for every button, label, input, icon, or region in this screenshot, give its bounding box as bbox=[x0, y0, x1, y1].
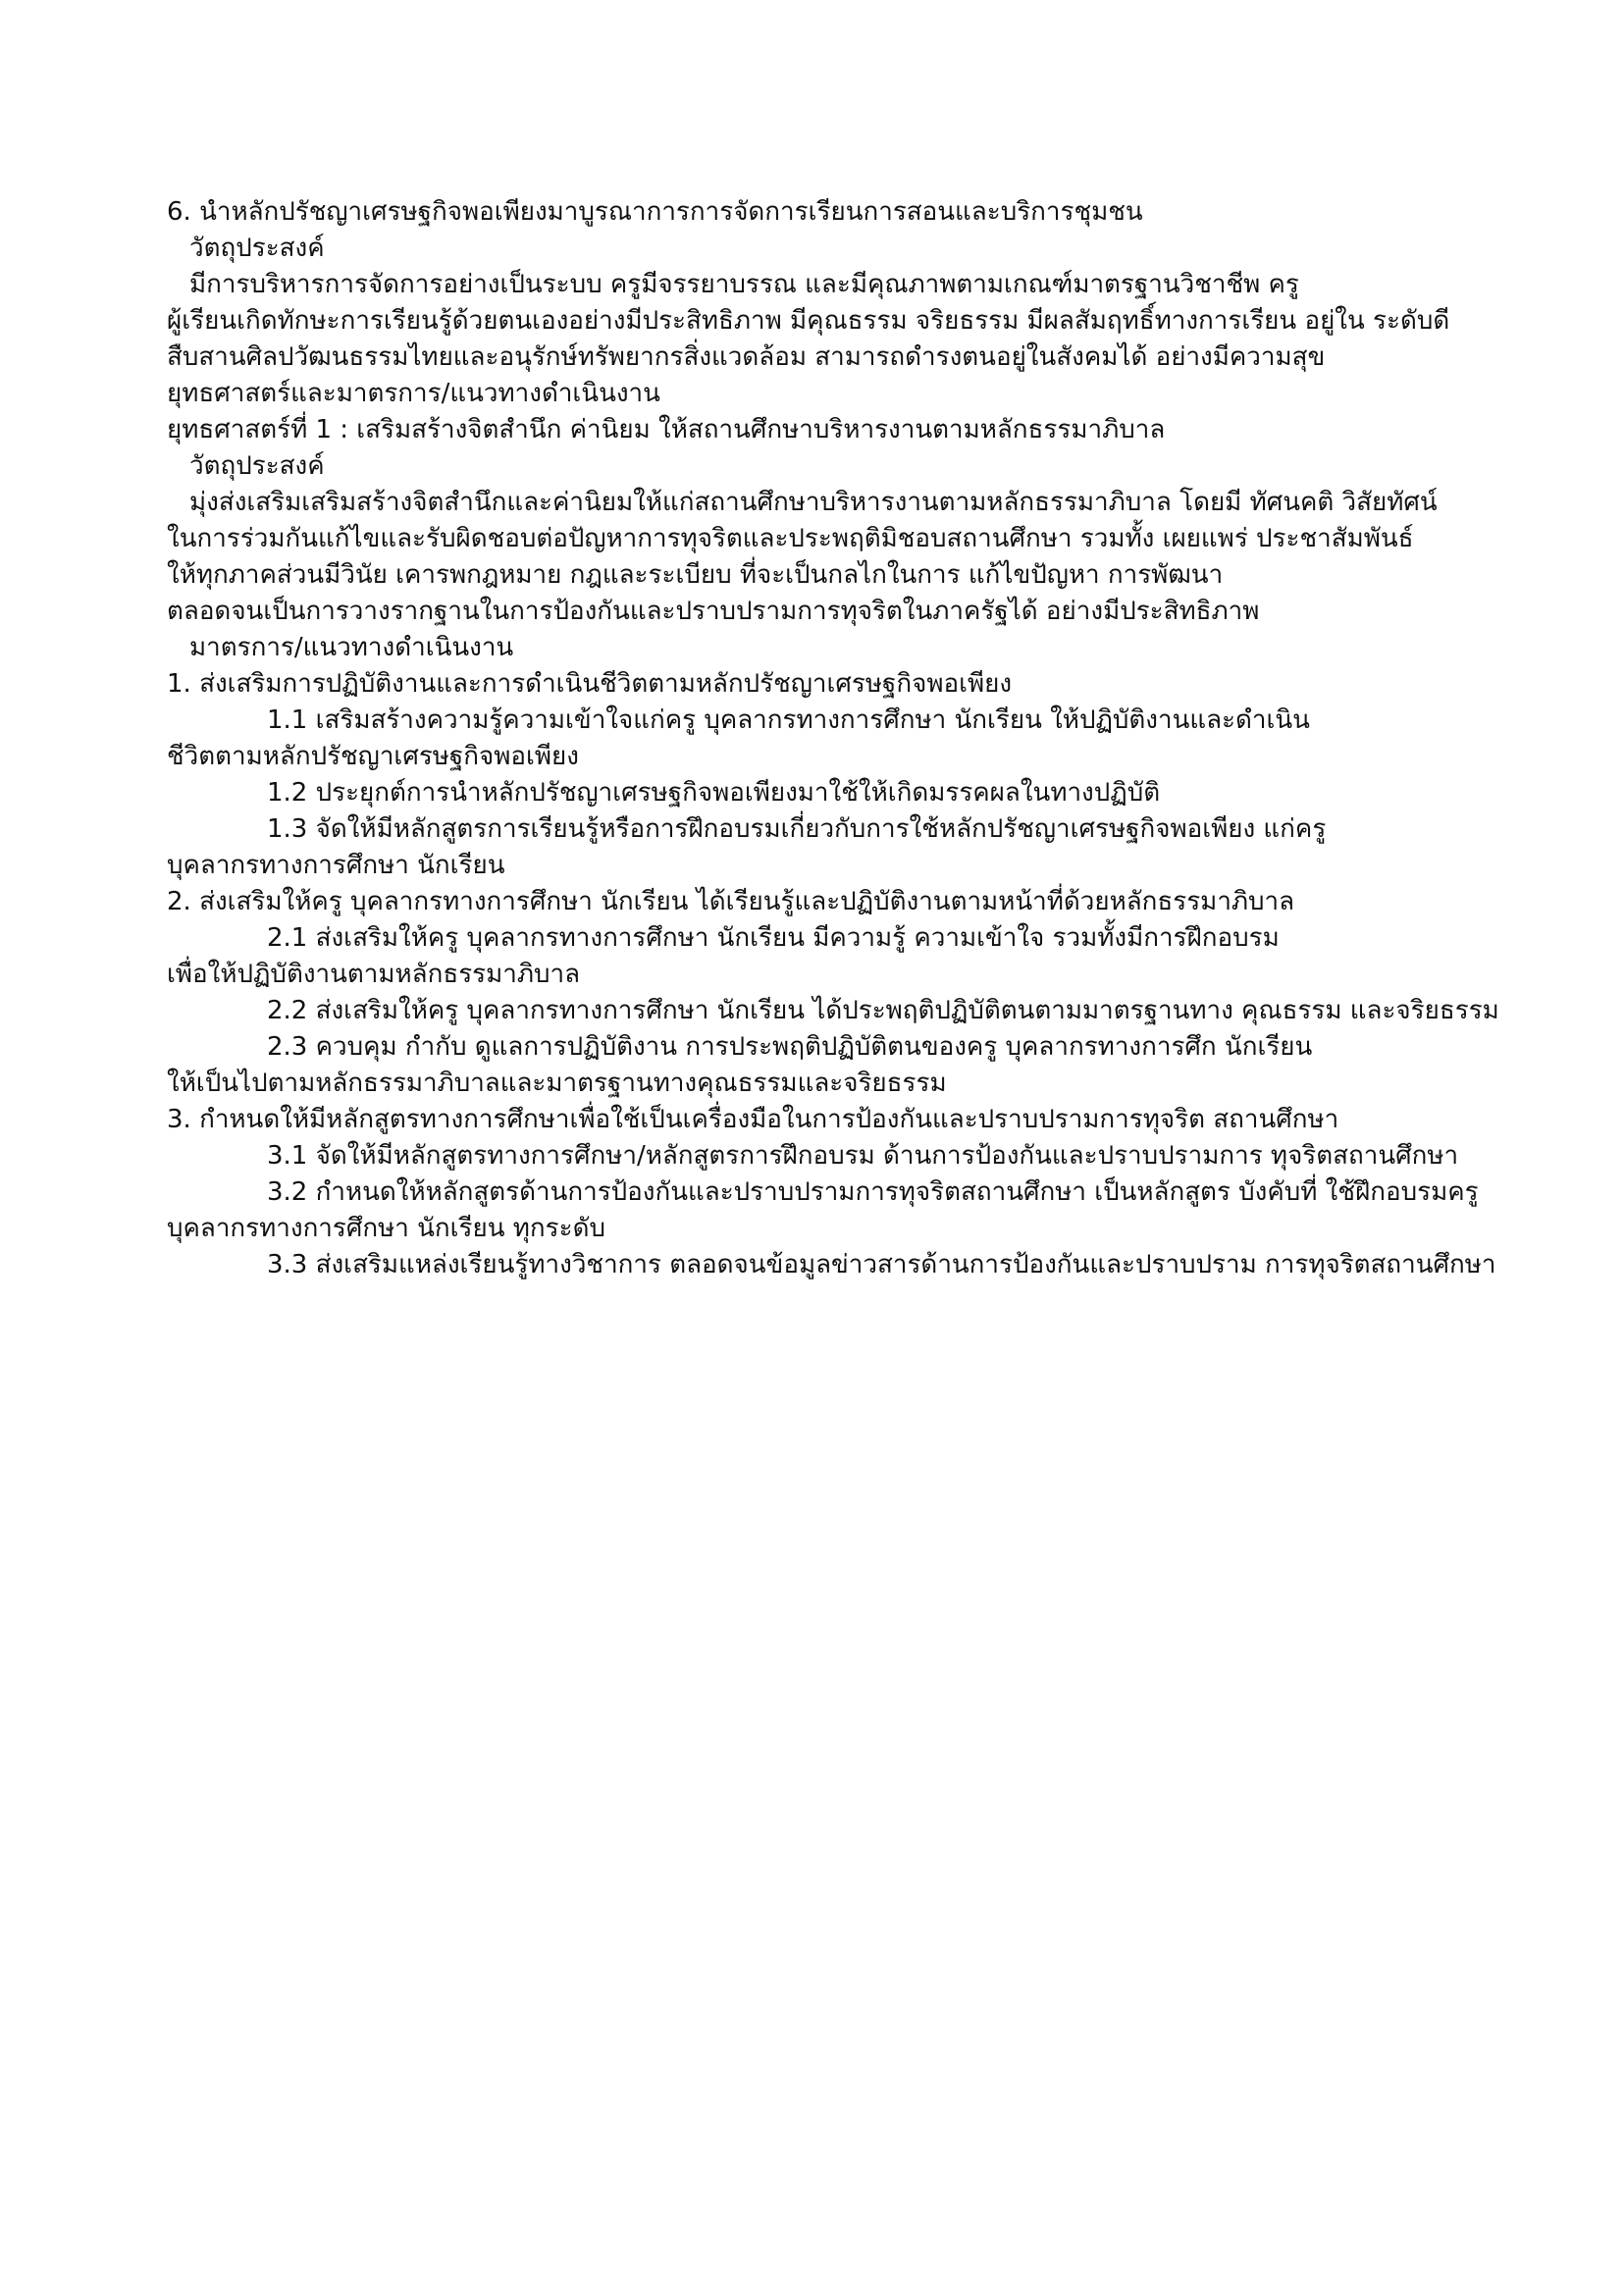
list-item-2-1: 2.1 ส่งเสริมให้ครู บุคลากรทางการศึกษา นักเรียน มีความรู้ ความเข้าใจ รวมทั้งมีการฝึกอบรม bbox=[267, 923, 1280, 953]
paragraph-line: มีการบริหารการจัดการอย่างเป็นระบบ ครูมีจรรยาบรรณ และมีคุณภาพตามเกณฑ์มาตรฐานวิชาชีพ ครู bbox=[189, 270, 1299, 299]
list-item-1-3: 1.3 จัดให้มีหลักสูตรการเรียนรู้หรือการฝึกอบรมเกี่ยวกับการใช้หลักปรัชญาเศรษฐกิจพอเพียง แก่ครู bbox=[267, 814, 1327, 844]
list-item-continuation: ให้เป็นไปตามหลักธรรมาภิบาลและมาตรฐานทางคุณธรรมและจริยธรรม bbox=[167, 1069, 947, 1098]
objective-heading-2: วัตถุประสงค์ bbox=[189, 451, 325, 481]
objective-heading-1: วัตถุประสงค์ bbox=[189, 234, 325, 263]
strategy-measures-heading: ยุทธศาสตร์และมาตรการ/แนวทางดำเนินงาน bbox=[167, 379, 660, 408]
list-item-continuation: ชีวิตตามหลักปรัชญาเศรษฐกิจพอเพียง bbox=[167, 742, 579, 771]
list-item-3: 3. กำหนดให้มีหลักสูตรทางการศึกษาเพื่อใช้เป็นเครื่องมือในการป้องกันและปราบปรามการทุจริต สถานศึกษา bbox=[167, 1105, 1339, 1134]
list-item-2-2: 2.2 ส่งเสริมให้ครู บุคลากรทางการศึกษา นักเรียน ได้ประพฤติปฏิบัติตนตามมาตรฐานทาง คุณธรรม และจริยธรรม bbox=[267, 996, 1499, 1025]
list-item-continuation: บุคลากรทางการศึกษา นักเรียน bbox=[167, 851, 505, 880]
paragraph-line: ให้ทุกภาคส่วนมีวินัย เคารพกฎหมาย กฎและระเบียบ ที่จะเป็นกลไกในการ แก้ไขปัญหา การพัฒนา bbox=[167, 560, 1224, 590]
list-item-2-3: 2.3 ควบคุม กำกับ ดูแลการปฏิบัติงาน การประพฤติปฏิบัติตนของครู บุคลากรทางการศึก นักเรียน bbox=[267, 1032, 1313, 1062]
paragraph-line: ผู้เรียนเกิดทักษะการเรียนรู้ด้วยตนเองอย่างมีประสิทธิภาพ มีคุณธรรม จริยธรรม มีผลสัมฤทธิ์ทางการเรียน อยู่ใน ระดับดี bbox=[167, 306, 1450, 336]
paragraph-line: ในการร่วมกันแก้ไขและรับผิดชอบต่อปัญหาการทุจริตและประพฤติมิชอบสถานศึกษา รวมทั้ง เผยแพร่ ประชาสัมพันธ์ bbox=[167, 524, 1414, 553]
list-item-3-3: 3.3 ส่งเสริมแหล่งเรียนรู้ทางวิชาการ ตลอดจนข้อมูลข่าวสารด้านการป้องกันและปราบปราม การทุจริตสถานศึกษา bbox=[267, 1250, 1496, 1279]
list-item-1: 1. ส่งเสริมการปฏิบัติงานและการดำเนินชีวิตตามหลักปรัชญาเศรษฐกิจพอเพียง bbox=[167, 669, 1013, 699]
list-item-1-2: 1.2 ประยุกต์การนำหลักปรัชญาเศรษฐกิจพอเพียงมาใช้ให้เกิดมรรคผลในทางปฏิบัติ bbox=[267, 778, 1161, 808]
list-item-3-1: 3.1 จัดให้มีหลักสูตรทางการศึกษา/หลักสูตรการฝึกอบรม ด้านการป้องกันและปราบปรามการ ทุจริตสถานศึกษา bbox=[267, 1141, 1459, 1171]
list-item-continuation: บุคลากรทางการศึกษา นักเรียน ทุกระดับ bbox=[167, 1214, 605, 1243]
list-item-continuation: เพื่อให้ปฏิบัติงานตามหลักธรรมาภิบาล bbox=[167, 960, 581, 989]
paragraph-line: สืบสานศิลปวัฒนธรรมไทยและอนุรักษ์ทรัพยากรสิ่งแวดล้อม สามารถดำรงตนอยู่ในสังคมได้ อย่างมีความสุข bbox=[167, 342, 1326, 372]
strategy-1-heading: ยุทธศาสตร์ที่ 1 : เสริมสร้างจิตสำนึก ค่านิยม ให้สถานศึกษาบริหารงานตามหลักธรรมาภิบาล bbox=[167, 415, 1166, 444]
list-item-3-2: 3.2 กำหนดให้หลักสูตรด้านการป้องกันและปราบปรามการทุจริตสถานศึกษา เป็นหลักสูตร บังคับที่ ใช้ฝึกอบรมครู bbox=[267, 1177, 1479, 1207]
list-item-1-1: 1.1 เสริมสร้างความรู้ความเข้าใจแก่ครู บุคลากรทางการศึกษา นักเรียน ให้ปฏิบัติงานและดำเนิน bbox=[267, 705, 1310, 735]
paragraph-line: มุ่งส่งเสริมเสริมสร้างจิตสำนึกและค่านิยมให้แก่สถานศึกษาบริหารงานตามหลักธรรมาภิบาล โดยมี ทัศนคติ วิสัยทัศน์ bbox=[189, 488, 1438, 517]
section-6-heading: 6. นำหลักปรัชญาเศรษฐกิจพอเพียงมาบูรณาการการจัดการเรียนการสอนและบริการชุมชน bbox=[167, 197, 1143, 227]
paragraph-line: ตลอดจนเป็นการวางรากฐานในการป้องกันและปราบปรามการทุจริตในภาครัฐได้ อย่างมีประสิทธิภาพ bbox=[167, 597, 1260, 626]
measures-heading: มาตรการ/แนวทางดำเนินงาน bbox=[189, 633, 514, 662]
list-item-2: 2. ส่งเสริมให้ครู บุคลากรทางการศึกษา นักเรียน ได้เรียนรู้และปฏิบัติงานตามหน้าที่ด้วยหลักธรรมาภิบาล bbox=[167, 887, 1295, 916]
